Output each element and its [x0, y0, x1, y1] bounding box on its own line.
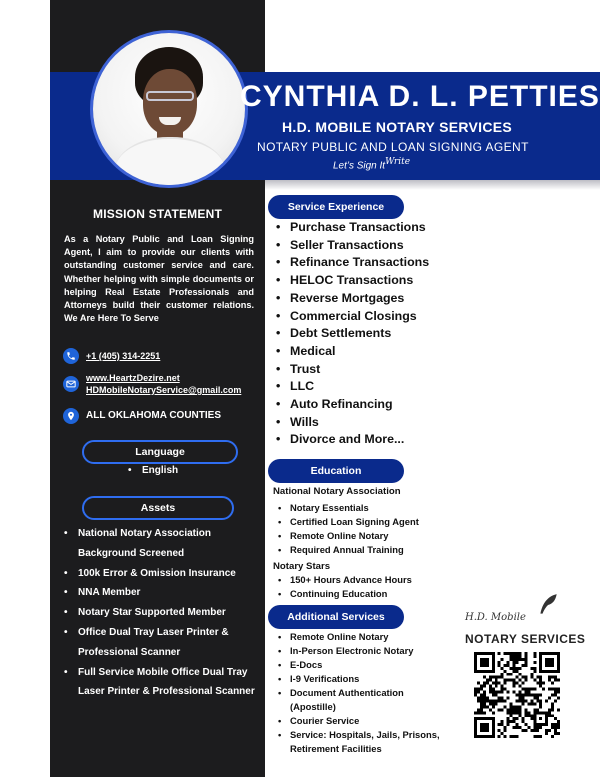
person-name: CYNTHIA D. L. PETTIES	[240, 80, 600, 113]
service-item: • Commercial Closings	[276, 308, 429, 326]
assets-header: Assets	[82, 496, 234, 520]
mission-title: MISSION STATEMENT	[93, 207, 222, 221]
contact-web-row	[63, 372, 241, 396]
email-link[interactable]: HDMobileNotaryService@gmail.com	[86, 385, 242, 395]
role-title: NOTARY PUBLIC AND LOAN SIGNING AGENT	[257, 140, 529, 154]
header-shadow	[265, 180, 600, 190]
additional-service-item: • In-Person Electronic Notary	[278, 644, 448, 658]
asset-item: • Full Service Mobile Office Dual Tray Laser Printer & Professional Scanner	[64, 663, 256, 703]
qr-code[interactable]	[474, 652, 560, 738]
mission-text: As a Notary Public and Loan Signing Agent, I aim to provide our clients with outstanding customer service and care. Whether helping with simple documents or helping Real Estate Professionals and Attorneys build their customer relations. We Are Here To Serve	[64, 234, 254, 324]
service-item: • Medical	[276, 343, 429, 361]
tagline-script: Write	[385, 157, 411, 167]
profile-photo	[90, 30, 248, 188]
service-item: • LLC	[276, 378, 429, 396]
additional-service-item: • E-Docs	[278, 658, 448, 672]
language-list	[128, 461, 228, 481]
education-item: • 150+ Hours Advance Hours	[278, 573, 412, 587]
asset-item: • Notary Star Supported Member	[64, 603, 256, 623]
company-name: H.D. MOBILE NOTARY SERVICES	[282, 119, 513, 135]
phone-icon	[63, 348, 79, 364]
service-item: • Refinance Transactions	[276, 254, 429, 272]
service-item: • Purchase Transactions	[276, 219, 429, 237]
email-icon	[63, 376, 79, 392]
contact-phone-row	[63, 348, 160, 364]
education-item: • Required Annual Training	[278, 543, 419, 557]
asset-item: • NNA Member	[64, 583, 256, 603]
additional-service-item: • Remote Online Notary	[278, 630, 448, 644]
education-item: • Notary Essentials	[278, 501, 419, 515]
service-item: • Debt Settlements	[276, 325, 429, 343]
website-link[interactable]: www.HeartzDezire.net	[86, 373, 180, 383]
education-group-title: Notary Stars	[273, 561, 331, 572]
language-item: • English	[128, 461, 228, 481]
qr-code-image	[474, 652, 560, 738]
additional-services-header: Additional Services	[268, 605, 404, 629]
logo-wordmark: NOTARY SERVICES	[465, 632, 586, 646]
phone-link[interactable]: +1 (405) 314-2251	[86, 351, 161, 361]
education-list-stars	[278, 573, 412, 601]
education-header: Education	[268, 459, 404, 483]
service-item: • Auto Refinancing	[276, 396, 429, 414]
education-item: • Continuing Education	[278, 587, 412, 601]
service-item: • Trust	[276, 361, 429, 379]
service-item: • Divorce and More...	[276, 431, 429, 449]
education-group-title: National Notary Association	[273, 486, 401, 497]
contact-area-row	[63, 408, 221, 424]
additional-service-item: • I-9 Verifications	[278, 672, 448, 686]
assets-list	[64, 524, 256, 702]
tagline	[333, 157, 410, 171]
brand-logo	[463, 590, 586, 650]
tagline-text: Let’s Sign It	[333, 160, 386, 172]
service-experience-header: Service Experience	[268, 195, 404, 219]
quill-icon	[535, 592, 561, 618]
education-item: • Remote Online Notary	[278, 529, 419, 543]
location-pin-icon	[63, 408, 79, 424]
language-header: Language	[82, 440, 238, 464]
asset-item: • Office Dual Tray Laser Printer & Professional Scanner	[64, 623, 256, 663]
logo-script-text: H.D. Mobile	[465, 612, 526, 623]
additional-service-item: • Service: Hospitals, Jails, Prisons, Retirement Facilities	[278, 728, 448, 756]
service-item: • Seller Transactions	[276, 237, 429, 255]
asset-item: • National Notary Association Background Screened	[64, 524, 256, 564]
service-experience-list	[276, 219, 429, 449]
asset-item: • 100k Error & Omission Insurance	[64, 564, 256, 584]
service-item: • Reverse Mortgages	[276, 290, 429, 308]
additional-services-list	[278, 630, 448, 756]
additional-service-item: • Courier Service	[278, 714, 448, 728]
service-area: ALL OKLAHOMA COUNTIES	[86, 410, 221, 421]
education-list-nna	[278, 501, 419, 557]
service-item: • HELOC Transactions	[276, 272, 429, 290]
additional-service-item: • Document Authentication (Apostille)	[278, 686, 448, 714]
service-item: • Wills	[276, 414, 429, 432]
education-item: • Certified Loan Signing Agent	[278, 515, 419, 529]
